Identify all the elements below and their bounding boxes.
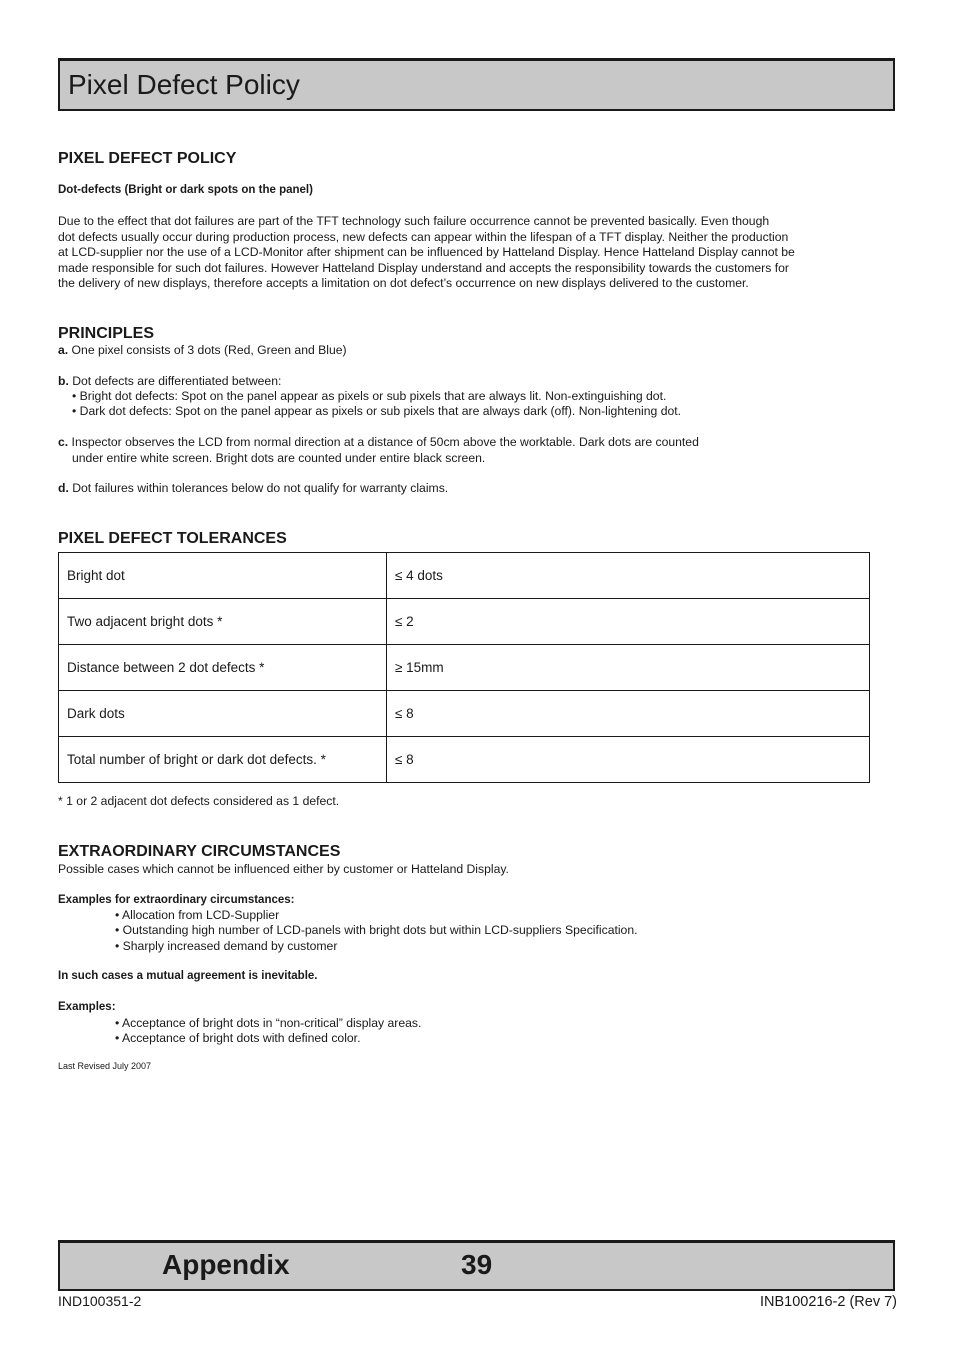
principle-b-bullet: • Dark dot defects: Spot on the panel appear as pixels or sub pixels that are always dark (off). Non-lightening dot. — [72, 404, 682, 418]
principle-b — [58, 374, 281, 390]
principle-a — [58, 343, 347, 359]
principle-b-text: Dot defects are differentiated between: — [68, 374, 282, 388]
document-id-right: INB100216-2 (Rev 7) — [759, 1294, 897, 1310]
extraordinary-examples-heading: Examples for extraordinary circumstances: — [58, 894, 295, 906]
principle-d — [58, 481, 448, 497]
tolerances-footnote: * 1 or 2 adjacent dot defects considered as 1 defect. — [58, 794, 340, 808]
principle-c-continuation: under entire white screen. Bright dots are counted under entire black screen. — [72, 451, 486, 465]
policy-paragraph-line: Due to the effect that dot failures are part of the TFT technology such failure occurrence cannot be prevented basically. Even though — [58, 214, 770, 228]
principle-c-label: c. — [58, 435, 69, 449]
principle-b-bullet: • Bright dot defects: Spot on the panel appear as pixels or sub pixels that are always lit. Non-extinguishing dot. — [72, 389, 667, 403]
page-title: Pixel Defect Policy — [68, 69, 300, 100]
principle-a-text: One pixel consists of 3 dots (Red, Green and Blue) — [68, 343, 347, 357]
table-row — [59, 691, 870, 737]
table-row — [59, 599, 870, 645]
tolerance-label-cell: Distance between 2 dot defects * — [59, 645, 387, 691]
examples2-heading: Examples: — [58, 1001, 116, 1013]
principle-a-label: a. — [58, 343, 69, 357]
principle-c — [58, 435, 699, 451]
tolerance-value-cell: ≥ 15mm — [387, 645, 870, 691]
tolerances-table — [58, 552, 870, 783]
tolerances-heading: PIXEL DEFECT TOLERANCES — [58, 530, 287, 547]
page-header-bar — [58, 58, 895, 111]
policy-paragraph-line: dot defects usually occur during production process, new defects can appear within the lifespan of a TFT display. Neither the production — [58, 229, 789, 244]
examples2-item: • Acceptance of bright dots in “non-critical” display areas. — [115, 1016, 422, 1030]
policy-paragraph-line: the delivery of new displays, therefore accepts a limitation on dot defect’s occurrence on new displays delivered to the customer. — [58, 276, 749, 290]
extraordinary-example: • Outstanding high number of LCD-panels with bright dots but within LCD-suppliers Specification. — [115, 923, 638, 937]
tolerance-label-cell: Two adjacent bright dots * — [59, 599, 387, 645]
tolerance-value-cell: ≤ 8 — [387, 737, 870, 783]
principle-d-text: Dot failures within tolerances below do not qualify for warranty claims. — [68, 481, 449, 495]
tolerance-label-cell: Bright dot — [59, 553, 387, 599]
tolerance-value-cell: ≤ 8 — [387, 691, 870, 737]
principles-heading: PRINCIPLES — [58, 325, 155, 342]
extraordinary-example: • Allocation from LCD-Supplier — [115, 908, 280, 922]
policy-paragraph-line: at LCD-supplier nor the use of a LCD-Monitor after shipment can be influenced by Hatteland Display. Hence Hatteland Display cannot be — [58, 245, 795, 259]
policy-heading: PIXEL DEFECT POLICY — [58, 150, 237, 167]
principle-c-text: Inspector observes the LCD from normal direction at a distance of 50cm above the worktable. Dark dots are counted — [68, 435, 699, 449]
policy-paragraph — [58, 214, 848, 292]
tolerance-label-cell: Total number of bright or dark dot defects. * — [59, 737, 387, 783]
tolerance-value-cell: ≤ 2 — [387, 599, 870, 645]
document-id-left: IND100351-2 — [58, 1293, 142, 1309]
tolerance-label-cell: Dark dots — [59, 691, 387, 737]
table-row — [59, 645, 870, 691]
table-row — [59, 737, 870, 783]
agreement-note: In such cases a mutual agreement is inevitable. — [58, 970, 318, 982]
tolerance-value-cell: ≤ 4 dots — [387, 553, 870, 599]
principle-d-label: d. — [58, 481, 69, 495]
extraordinary-intro: Possible cases which cannot be influenced either by customer or Hatteland Display. — [58, 862, 509, 876]
page-number: 39 — [461, 1249, 493, 1280]
policy-subheading: Dot-defects (Bright or dark spots on the panel) — [58, 184, 313, 196]
extraordinary-heading: EXTRAORDINARY CIRCUMSTANCES — [58, 843, 341, 860]
page-footer-bar — [58, 1240, 895, 1291]
footer-section-title: Appendix — [162, 1249, 290, 1280]
examples2-item: • Acceptance of bright dots with defined color. — [115, 1031, 361, 1045]
table-row — [59, 553, 870, 599]
principle-b-label: b. — [58, 374, 69, 388]
last-revised-note: Last Revised July 2007 — [58, 1061, 152, 1071]
extraordinary-example: • Sharply increased demand by customer — [115, 939, 338, 953]
policy-paragraph-line: made responsible for such dot failures. However Hatteland Display understand and accepts the responsibility towards the customers for — [58, 260, 789, 275]
